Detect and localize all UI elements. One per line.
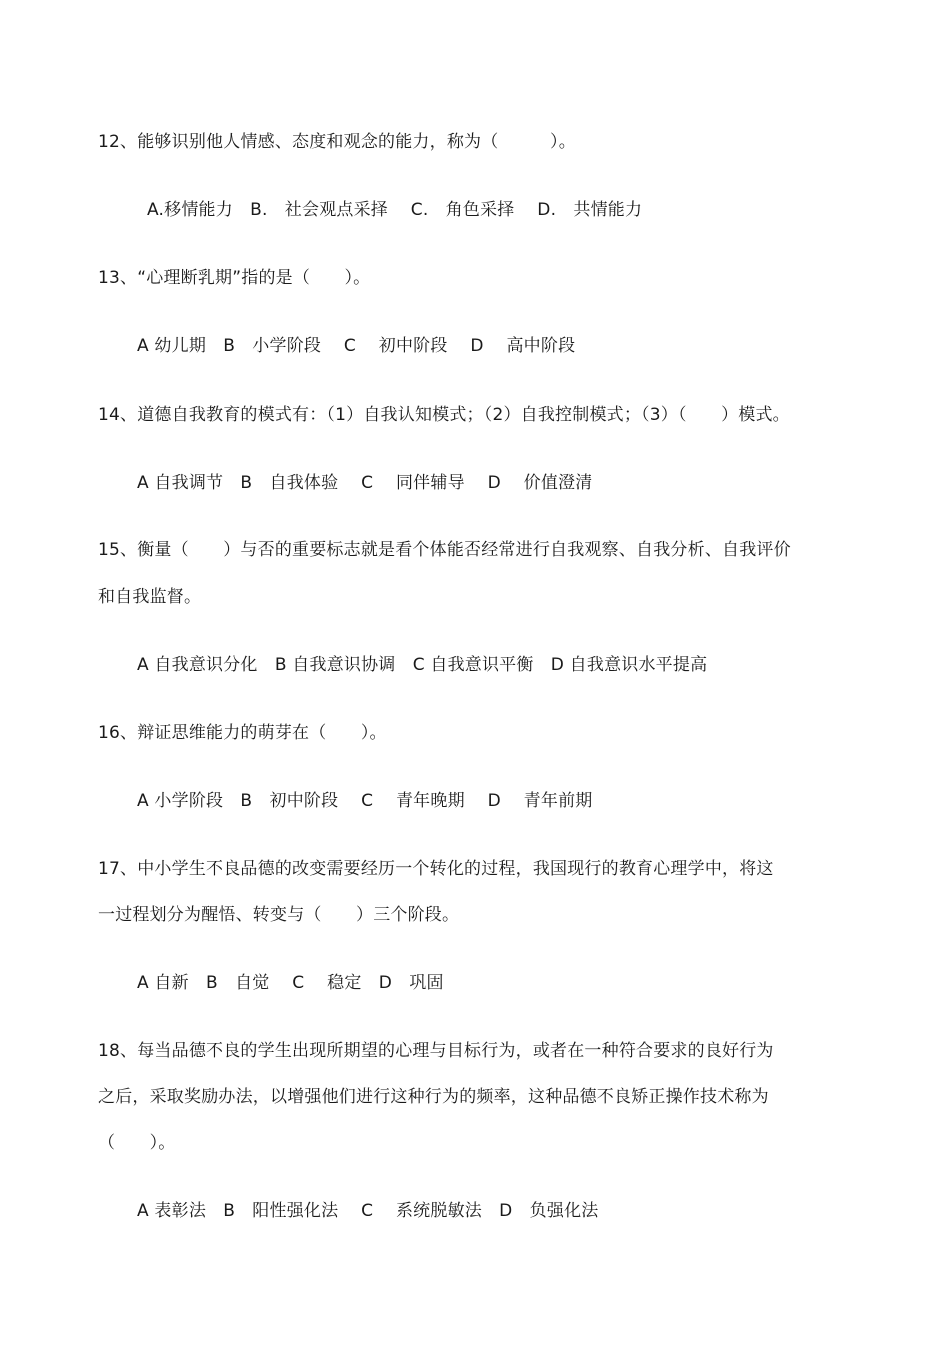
- question-18-options: A 表彰法 B 阳性强化法 C 系统脱敏法 D 负强化法: [137, 1201, 599, 1221]
- question-17-options: A 自新 B 自觉 C 稳定 D 巩固: [137, 973, 444, 993]
- question-12-options: A.移情能力 B. 社会观点采择 C. 角色采择 D. 共情能力: [147, 200, 643, 220]
- question-14-line-1: 14、道德自我教育的模式有：（1）自我认知模式；（2）自我控制模式；（3）（ ）模式。: [98, 405, 790, 425]
- question-16-line-1: 16、辩证思维能力的萌芽在（ ）。: [98, 723, 387, 743]
- question-15-options: A 自我意识分化 B 自我意识协调 C 自我意识平衡 D 自我意识水平提高: [137, 655, 708, 675]
- question-16-options: A 小学阶段 B 初中阶段 C 青年晚期 D 青年前期: [137, 791, 593, 811]
- question-17-line-1: 17、中小学生不良品德的改变需要经历一个转化的过程，我国现行的教育心理学中，将这: [98, 859, 774, 879]
- question-18-line-3: （ ）。: [98, 1133, 176, 1153]
- question-17-line-2: 一过程划分为醒悟、转变与（ ）三个阶段。: [98, 905, 460, 925]
- question-14-options: A 自我调节 B 自我体验 C 同伴辅导 D 价值澄清: [137, 473, 593, 493]
- question-13-options: A 幼儿期 B 小学阶段 C 初中阶段 D 高中阶段: [137, 336, 576, 356]
- question-13-line-1: 13、“心理断乳期”指的是（ ）。: [98, 268, 371, 288]
- question-18-line-2: 之后，采取奖励办法，以增强他们进行这种行为的频率，这种品德不良矫正操作技术称为: [98, 1087, 769, 1107]
- question-12-line-1: 12、能够识别他人情感、态度和观念的能力，称为（ ）。: [98, 132, 576, 152]
- question-15-line-1: 15、衡量（ ）与否的重要标志就是看个体能否经常进行自我观察、自我分析、自我评价: [98, 540, 791, 560]
- question-15-line-2: 和自我监督。: [98, 587, 202, 607]
- question-18-line-1: 18、每当品德不良的学生出现所期望的心理与目标行为，或者在一种符合要求的良好行为: [98, 1041, 774, 1061]
